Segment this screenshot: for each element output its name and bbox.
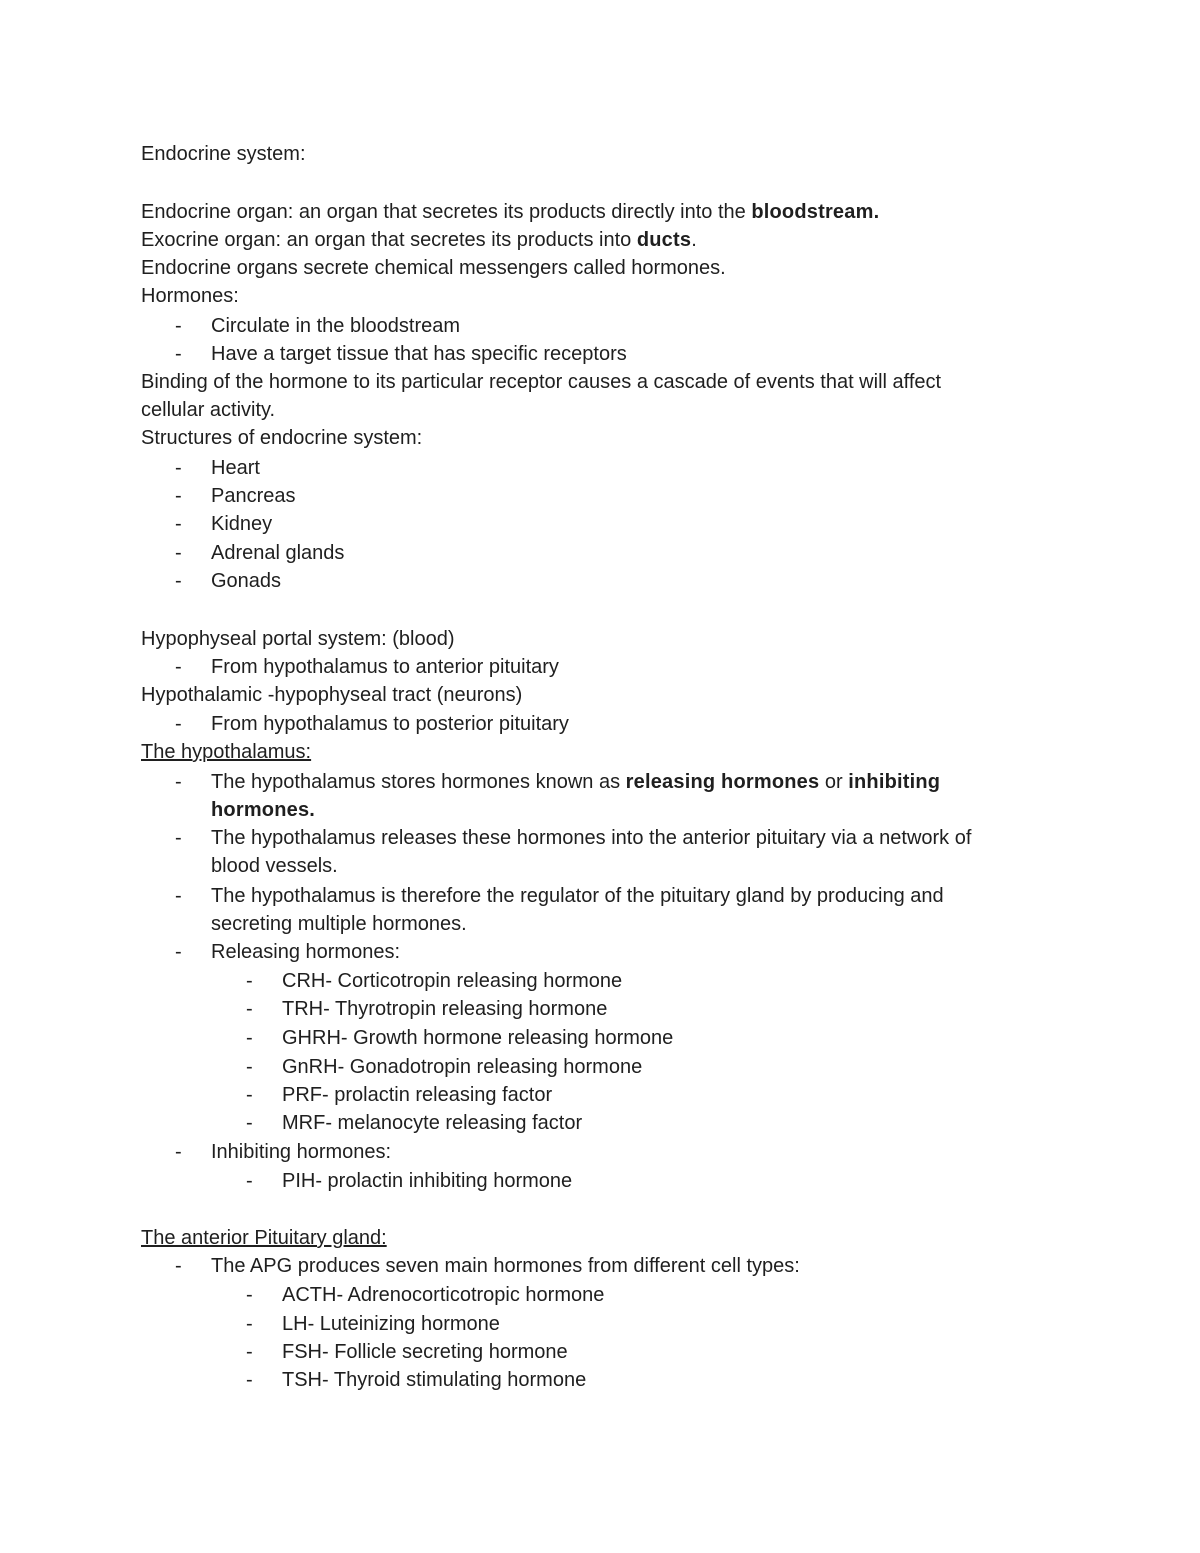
bold-term: releasing hormones <box>625 771 820 793</box>
bullet: - <box>246 1056 253 1078</box>
list-item: The hypothalamus is therefore the regulator of the pituitary gland by producing and <box>211 885 944 907</box>
list-item: Releasing hormones: <box>211 941 400 963</box>
bullet: - <box>175 570 182 592</box>
sub-list-item: MRF- melanocyte releasing factor <box>282 1112 583 1134</box>
bullet: - <box>175 1255 182 1277</box>
bullet: - <box>175 656 182 678</box>
structures-heading: Structures of endocrine system: <box>141 427 423 449</box>
bullet: - <box>246 970 253 992</box>
bullet: - <box>175 885 182 907</box>
list-item: From hypothalamus to anterior pituitary <box>211 656 559 678</box>
sub-list-item: GHRH- Growth hormone releasing hormone <box>282 1027 674 1049</box>
section-heading-anterior-pituitary: The anterior Pituitary gland: <box>141 1227 387 1249</box>
sub-list-item: PIH- prolactin inhibiting hormone <box>282 1170 573 1192</box>
bullet: - <box>246 1313 253 1335</box>
sub-list-item: CRH- Corticotropin releasing hormone <box>282 970 623 992</box>
list-item: Adrenal glands <box>211 542 345 564</box>
endocrine-organ-definition <box>141 198 879 226</box>
bullet: - <box>246 1341 253 1363</box>
list-item: Have a target tissue that has specific receptors <box>211 343 627 365</box>
list-item: The APG produces seven main hormones from different cell types: <box>211 1255 800 1277</box>
bullet: - <box>246 1084 253 1106</box>
sub-list-item: ACTH- Adrenocorticotropic hormone <box>282 1284 605 1306</box>
text: Endocrine organ: an organ that secretes its products directly into the <box>141 201 752 223</box>
bullet: - <box>246 1170 253 1192</box>
list-item-continuation: blood vessels. <box>211 855 338 877</box>
bullet: - <box>175 941 182 963</box>
bullet: - <box>175 827 182 849</box>
document-title: Endocrine system: <box>141 143 306 165</box>
section-heading-hypothalamus: The hypothalamus: <box>141 741 312 763</box>
list-item: The hypothalamus releases these hormones into the anterior pituitary via a network of <box>211 827 972 849</box>
text: . <box>691 229 697 251</box>
binding-line: cellular activity. <box>141 399 276 421</box>
sub-list-item: TSH- Thyroid stimulating hormone <box>282 1369 587 1391</box>
sub-list-item: FSH- Follicle secreting hormone <box>282 1341 568 1363</box>
bullet: - <box>175 485 182 507</box>
list-item <box>211 768 940 796</box>
bold-term: ducts <box>636 229 692 251</box>
sub-list-item: TRH- Thyrotropin releasing hormone <box>282 998 608 1020</box>
bullet: - <box>175 457 182 479</box>
list-item: Circulate in the bloodstream <box>211 315 461 337</box>
text: Exocrine organ: an organ that secretes its products into <box>141 229 637 251</box>
list-item: Gonads <box>211 570 282 592</box>
list-item: Heart <box>211 457 260 479</box>
bullet: - <box>246 998 253 1020</box>
binding-line: Binding of the hormone to its particular receptor causes a cascade of events that will affect <box>141 371 942 393</box>
list-item: Pancreas <box>211 485 296 507</box>
hormones-heading: Hormones: <box>141 285 239 307</box>
bullet: - <box>246 1027 253 1049</box>
list-item: Inhibiting hormones: <box>211 1141 392 1163</box>
text: The hypothalamus stores hormones known as <box>211 771 626 793</box>
text: or <box>819 771 849 793</box>
bold-term: inhibiting <box>848 771 941 793</box>
sub-list-item: PRF- prolactin releasing factor <box>282 1084 553 1106</box>
bold-term: hormones. <box>211 799 316 821</box>
bullet: - <box>175 343 182 365</box>
bold-term: bloodstream. <box>751 201 880 223</box>
messengers-line: Endocrine organs secrete chemical messengers called hormones. <box>141 257 726 279</box>
bullet: - <box>175 771 182 793</box>
bullet: - <box>175 542 182 564</box>
bullet: - <box>246 1112 253 1134</box>
list-item-continuation: secreting multiple hormones. <box>211 913 467 935</box>
bullet: - <box>246 1369 253 1391</box>
tract-heading: Hypothalamic -hypophyseal tract (neurons) <box>141 684 523 706</box>
bullet: - <box>175 513 182 535</box>
hypophyseal-heading: Hypophyseal portal system: (blood) <box>141 628 455 650</box>
bullet: - <box>175 713 182 735</box>
exocrine-organ-definition <box>141 226 697 254</box>
list-item: From hypothalamus to posterior pituitary <box>211 713 569 735</box>
list-item: Kidney <box>211 513 273 535</box>
bullet: - <box>175 315 182 337</box>
bullet: - <box>246 1284 253 1306</box>
bullet: - <box>175 1141 182 1163</box>
sub-list-item: GnRH- Gonadotropin releasing hormone <box>282 1056 643 1078</box>
list-item-continuation <box>211 796 315 824</box>
sub-list-item: LH- Luteinizing hormone <box>282 1313 500 1335</box>
